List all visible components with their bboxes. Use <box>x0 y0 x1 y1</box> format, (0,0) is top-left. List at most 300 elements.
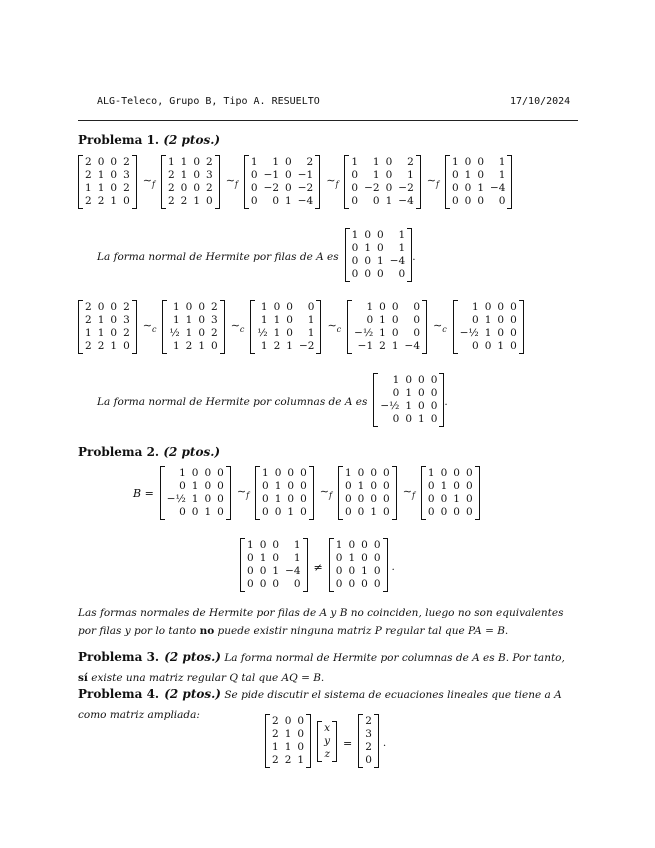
matrix-cell: 1 <box>398 229 406 241</box>
problem-2-heading: Problema 2. (2 ptos.) <box>78 445 221 459</box>
matrix-cell: 2 <box>407 156 414 168</box>
matrix-cell: 2 <box>379 340 386 352</box>
matrix-cell: 0 <box>427 506 435 518</box>
matrix-cell: −4 <box>297 195 314 207</box>
matrix-cell: 2 <box>365 715 372 727</box>
matrix-cell: 1 <box>351 156 359 168</box>
matrix-cell: 0 <box>274 467 282 479</box>
p2-comparison: 1 0 0 1 0 1 0 1 0 0 1 −4 0 0 0 0 ≠ 1 0 0 0 0 1 0 0 0 0 1 0 0 0 0 0 . <box>240 538 395 596</box>
matrix-cell: 0 <box>510 327 517 339</box>
matrix-cell: 1 <box>286 340 293 352</box>
matrix-cell: 0 <box>286 314 293 326</box>
matrix-cell: 1 <box>361 565 368 577</box>
matrix-cell: 2 <box>272 754 279 766</box>
matrix-cell: 1 <box>273 314 281 326</box>
matrix-cell: 0 <box>361 539 368 551</box>
matrix-cell: 0 <box>497 314 505 326</box>
matrix-cell: 0 <box>262 493 269 505</box>
matrix-cell: 0 <box>262 480 269 492</box>
matrix-cell: 1 <box>85 327 92 339</box>
p2-b-chain <box>127 466 480 520</box>
matrix-cell: 0 <box>110 169 118 181</box>
matrix-cell: 0 <box>413 301 420 313</box>
matrix-cell: 1 <box>191 480 199 492</box>
matrix-cell: 0 <box>451 169 459 181</box>
matrix-cell: −2 <box>364 182 380 194</box>
matrix-cell: 1 <box>180 156 188 168</box>
matrix-cell: 1 <box>498 169 506 181</box>
matrix-cell: 0 <box>484 301 492 313</box>
p1-col-reduction-chain <box>78 300 524 354</box>
matrix-cell: 0 <box>307 301 315 313</box>
matrix-cell: 2 <box>97 340 105 352</box>
matrix-cell: 0 <box>427 493 435 505</box>
p1-row-hermite-statement: La forma normal de Hermite por filas de A es 1 0 0 1 0 1 0 1 0 0 1 −4 0 0 0 0 . <box>97 229 416 280</box>
matrix-cell: 1 <box>262 467 269 479</box>
matrix-cell: 0 <box>361 578 368 590</box>
hermite-b-matrix <box>329 538 388 592</box>
matrix-cell: 0 <box>391 327 399 339</box>
matrix-cell: 0 <box>472 314 479 326</box>
matrix-cell: 1 <box>372 169 380 181</box>
matrix-cell: 3 <box>123 314 130 326</box>
matrix-cell: 0 <box>497 301 505 313</box>
matrix-cell: 0 <box>357 467 365 479</box>
matrix-cell: 1 <box>97 327 105 339</box>
matrix-cell: −½ <box>354 327 374 339</box>
matrix-cell: 0 <box>418 387 425 399</box>
matrix-cell: 1 <box>392 374 400 386</box>
matrix-cell: y <box>324 734 330 747</box>
matrix-cell: 1 <box>451 156 459 168</box>
p1-row-hermite-matrix <box>345 228 413 282</box>
matrix-cell: 2 <box>273 340 281 352</box>
matrix-cell: 2 <box>167 195 175 207</box>
p1-col-matrix-4 <box>347 300 427 354</box>
matrix-cell: 1 <box>307 327 315 339</box>
matrix-cell: 0 <box>293 578 301 590</box>
matrix-cell: 0 <box>285 182 292 194</box>
matrix-cell: 1 <box>484 314 492 326</box>
rhs-vector <box>358 714 379 768</box>
equivalence-operator: $\sim_c$ <box>327 319 342 335</box>
matrix-cell: 0 <box>351 195 359 207</box>
matrix-cell: 2 <box>306 156 314 168</box>
matrix-cell: 0 <box>193 156 200 168</box>
matrix-cell: 0 <box>274 506 282 518</box>
matrix-cell: −1 <box>297 169 314 181</box>
matrix-cell: 0 <box>110 327 118 339</box>
matrix-cell: 3 <box>211 314 218 326</box>
matrix-cell: 1 <box>272 741 279 753</box>
matrix-cell: −2 <box>298 340 315 352</box>
matrix-cell: 0 <box>372 195 380 207</box>
matrix-cell: 0 <box>440 493 448 505</box>
matrix-cell: 1 <box>247 539 254 551</box>
matrix-cell: 2 <box>206 182 213 194</box>
matrix-cell: 0 <box>97 156 105 168</box>
p1-row-reduction-chain <box>78 155 512 209</box>
matrix-cell: 2 <box>123 156 130 168</box>
matrix-cell: 1 <box>193 195 200 207</box>
matrix-cell: 0 <box>285 156 292 168</box>
matrix-cell: 0 <box>373 578 381 590</box>
matrix-cell: 1 <box>348 552 356 564</box>
variables-vector <box>317 721 337 762</box>
matrix-cell: 1 <box>97 314 105 326</box>
matrix-cell: 1 <box>85 182 92 194</box>
equivalence-operator: $\sim_c$ <box>230 319 245 335</box>
matrix-cell: 0 <box>498 195 506 207</box>
matrix-cell: 1 <box>405 387 413 399</box>
p2-conclusion-line2: por filas y por lo tanto no puede existir ninguna matriz P regular tal que PA = B. <box>78 625 509 637</box>
p1-col-matrix-3 <box>250 300 321 354</box>
p1-row-matrix-1 <box>78 155 137 209</box>
matrix-cell: 0 <box>287 467 295 479</box>
p1-col-matrix-1 <box>78 300 137 354</box>
equivalence-operator: $\sim_c$ <box>433 319 447 335</box>
matrix-cell: 1 <box>370 506 378 518</box>
matrix-cell: 2 <box>167 182 175 194</box>
matrix-cell: 0 <box>179 480 186 492</box>
matrix-cell: 1 <box>185 314 193 326</box>
matrix-cell: 0 <box>335 578 343 590</box>
matrix-cell: 2 <box>180 195 188 207</box>
matrix-cell: 0 <box>427 480 435 492</box>
matrix-cell: 0 <box>351 169 359 181</box>
matrix-cell: 0 <box>357 493 365 505</box>
matrix-cell: 0 <box>472 340 479 352</box>
matrix-cell: 0 <box>477 169 484 181</box>
problem-1-heading: Problema 1. (2 ptos.) <box>78 133 221 147</box>
matrix-cell: 0 <box>392 387 400 399</box>
matrix-cell: 1 <box>293 539 301 551</box>
matrix-cell: 0 <box>377 268 384 280</box>
matrix-cell: 2 <box>85 340 92 352</box>
matrix-cell: 2 <box>123 301 130 313</box>
matrix-cell: 0 <box>392 413 400 425</box>
matrix-cell: 0 <box>217 506 224 518</box>
matrix-cell: 1 <box>385 195 393 207</box>
matrix-cell: ½ <box>169 327 180 339</box>
matrix-cell: 0 <box>247 552 254 564</box>
matrix-cell: 0 <box>284 715 292 727</box>
matrix-cell: 2 <box>123 182 130 194</box>
matrix-cell: 0 <box>259 539 267 551</box>
matrix-cell: 1 <box>273 327 281 339</box>
matrix-cell: 0 <box>398 268 406 280</box>
p2-b-matrix-4 <box>421 466 480 520</box>
matrix-cell: 1 <box>464 169 472 181</box>
header-rule <box>78 120 578 121</box>
matrix-cell: 0 <box>357 506 365 518</box>
matrix-cell: 0 <box>364 229 372 241</box>
matrix-cell: 0 <box>348 578 356 590</box>
matrix-cell: 0 <box>300 493 307 505</box>
matrix-cell: 0 <box>198 314 206 326</box>
matrix-cell: 3 <box>365 728 372 740</box>
equivalence-operator: $\sim_f$ <box>319 485 332 501</box>
matrix-cell: 2 <box>211 301 218 313</box>
matrix-cell: 1 <box>110 340 118 352</box>
matrix-cell: 0 <box>377 242 384 254</box>
p1-row-matrix-4 <box>344 155 420 209</box>
matrix-cell: 0 <box>272 552 280 564</box>
matrix-cell: 0 <box>191 506 199 518</box>
matrix-cell: 0 <box>287 493 295 505</box>
matrix-cell: 0 <box>272 578 280 590</box>
matrix-cell: 0 <box>250 169 258 181</box>
matrix-cell: 0 <box>297 715 305 727</box>
p1-row-matrix-5 <box>445 155 513 209</box>
matrix-cell: 1 <box>179 467 186 479</box>
matrix-cell: 1 <box>344 467 352 479</box>
matrix-cell: 2 <box>272 715 279 727</box>
matrix-cell: 2 <box>284 754 292 766</box>
matrix-cell: 0 <box>453 480 460 492</box>
matrix-cell: 1 <box>366 301 374 313</box>
matrix-cell: 0 <box>344 480 352 492</box>
matrix-cell: 0 <box>413 327 420 339</box>
matrix-cell: 2 <box>85 169 92 181</box>
matrix-cell: 1 <box>185 327 193 339</box>
matrix-cell: 2 <box>365 741 372 753</box>
b-label: B = <box>133 486 154 500</box>
problem-4-block: Problema 4. (2 ptos.) Se pide discutir el sistema de ecuaciones lineales que tiene a A como matriz ampliada: <box>78 687 562 721</box>
matrix-cell: 0 <box>405 413 413 425</box>
matrix-cell: 0 <box>377 229 384 241</box>
matrix-cell: 0 <box>297 728 305 740</box>
matrix-cell: 1 <box>405 400 413 412</box>
p1-row-matrix-3 <box>244 155 320 209</box>
matrix-cell: 0 <box>418 400 425 412</box>
matrix-cell: 1 <box>198 340 206 352</box>
matrix-cell: 1 <box>377 255 384 267</box>
equivalence-operator: $\sim_f$ <box>142 174 155 190</box>
matrix-cell: 1 <box>440 480 448 492</box>
matrix-cell: 1 <box>477 182 484 194</box>
matrix-cell: 0 <box>430 400 438 412</box>
matrix-cell: 0 <box>217 493 224 505</box>
hermite-a-matrix <box>240 538 308 592</box>
matrix-cell: 0 <box>465 480 473 492</box>
matrix-cell: 2 <box>85 195 92 207</box>
matrix-cell: 0 <box>484 340 492 352</box>
matrix-cell: 1 <box>497 340 505 352</box>
p2-conclusion-line1: Las formas normales de Hermite por filas de A y B no coinciden, luego no son equivalentes <box>78 607 564 619</box>
matrix-cell: 0 <box>273 301 281 313</box>
p1-row-hermite-text: La forma normal de Hermite por filas de A es <box>97 251 339 263</box>
matrix-cell: 0 <box>365 754 372 766</box>
matrix-cell: 0 <box>453 506 460 518</box>
equivalence-operator: $\sim_f$ <box>225 174 238 190</box>
matrix-cell: 0 <box>373 565 381 577</box>
matrix-cell: 0 <box>110 156 118 168</box>
matrix-cell: 0 <box>247 578 254 590</box>
matrix-cell: 1 <box>259 552 267 564</box>
matrix-cell: 0 <box>250 182 258 194</box>
matrix-cell: −2 <box>398 182 414 194</box>
matrix-cell: 0 <box>344 493 352 505</box>
matrix-cell: −1 <box>263 169 280 181</box>
equivalence-operator: $\sim_f$ <box>402 485 415 501</box>
matrix-cell: 1 <box>297 754 305 766</box>
matrix-cell: 0 <box>418 374 425 386</box>
matrix-cell: 0 <box>385 156 393 168</box>
matrix-cell: 1 <box>364 242 372 254</box>
matrix-cell: 0 <box>179 506 186 518</box>
matrix-cell: 0 <box>180 182 188 194</box>
matrix-cell: 0 <box>123 340 130 352</box>
matrix-cell: 1 <box>172 340 180 352</box>
matrix-cell: 0 <box>272 539 280 551</box>
matrix-cell: 1 <box>250 156 258 168</box>
matrix-cell: 0 <box>198 301 206 313</box>
p1-col-hermite-statement: La forma normal de Hermite por columnas de A es 1 0 0 0 0 1 0 0 −½ 1 0 0 0 0 1 0 . <box>97 374 448 425</box>
matrix-cell: 1 <box>357 480 365 492</box>
matrix-cell: 0 <box>413 314 420 326</box>
not-equal-sign: ≠ <box>313 560 323 574</box>
matrix-cell: −4 <box>285 565 301 577</box>
p1-col-hermite-text: La forma normal de Hermite por columnas de A es <box>97 396 368 408</box>
p1-col-matrix-5 <box>453 300 524 354</box>
matrix-cell: 0 <box>385 169 393 181</box>
matrix-cell: 0 <box>185 301 193 313</box>
matrix-cell: 0 <box>451 195 459 207</box>
matrix-cell: 0 <box>206 195 213 207</box>
matrix-cell: 0 <box>259 578 267 590</box>
equivalence-operator: $\sim_f$ <box>326 174 339 190</box>
matrix-cell: 2 <box>85 301 92 313</box>
matrix-cell: 1 <box>287 506 295 518</box>
matrix-cell: 0 <box>217 480 224 492</box>
matrix-cell: 0 <box>383 506 390 518</box>
matrix-cell: 0 <box>383 467 390 479</box>
matrix-cell: 3 <box>123 169 130 181</box>
matrix-cell: 0 <box>451 182 459 194</box>
matrix-cell: 1 <box>110 195 118 207</box>
matrix-cell: 0 <box>297 741 305 753</box>
matrix-cell: −2 <box>297 182 314 194</box>
matrix-cell: 0 <box>430 387 438 399</box>
matrix-cell: 0 <box>193 182 200 194</box>
matrix-cell: 0 <box>464 195 472 207</box>
matrix-cell: 0 <box>286 301 293 313</box>
matrix-cell: 2 <box>97 195 105 207</box>
matrix-cell: 1 <box>418 413 425 425</box>
matrix-cell: 0 <box>370 467 378 479</box>
p1-col-matrix-2 <box>162 300 224 354</box>
matrix-cell: 1 <box>307 314 315 326</box>
matrix-cell: 0 <box>430 413 438 425</box>
matrix-cell: 0 <box>348 565 356 577</box>
matrix-cell: 0 <box>430 374 438 386</box>
matrix-cell: 0 <box>259 565 267 577</box>
matrix-cell: 1 <box>285 195 292 207</box>
matrix-cell: 0 <box>193 169 200 181</box>
header-title: ALG-Teleco, Grupo B, Tipo A. RESUELTO <box>97 96 320 107</box>
matrix-cell: 0 <box>262 506 269 518</box>
matrix-cell: 0 <box>300 480 307 492</box>
matrix-cell: 0 <box>110 301 118 313</box>
matrix-cell: 1 <box>260 314 268 326</box>
matrix-cell: 2 <box>123 327 130 339</box>
matrix-cell: 0 <box>335 552 343 564</box>
matrix-cell: 1 <box>260 301 268 313</box>
matrix-cell: 3 <box>206 169 213 181</box>
matrix-cell: 0 <box>247 565 254 577</box>
matrix-cell: 0 <box>97 301 105 313</box>
matrix-cell: 0 <box>300 467 307 479</box>
p2-b-matrix-1 <box>160 466 231 520</box>
matrix-cell: 1 <box>379 314 386 326</box>
matrix-cell: 1 <box>472 301 479 313</box>
matrix-cell: 0 <box>110 314 118 326</box>
matrix-cell: 0 <box>383 480 390 492</box>
matrix-cell: 0 <box>110 182 118 194</box>
matrix-cell: 0 <box>385 182 393 194</box>
matrix-cell: 0 <box>510 301 517 313</box>
matrix-cell: 0 <box>379 301 386 313</box>
matrix-cell: 0 <box>364 268 372 280</box>
matrix-cell: 2 <box>85 156 92 168</box>
matrix-cell: 0 <box>510 314 517 326</box>
matrix-cell: 1 <box>391 340 399 352</box>
equivalence-operator: $\sim_c$ <box>142 319 157 335</box>
matrix-cell: 1 <box>274 480 282 492</box>
matrix-cell: 0 <box>348 539 356 551</box>
matrix-cell: 0 <box>300 506 307 518</box>
matrix-cell: 1 <box>274 493 282 505</box>
p2-b-matrix-2 <box>255 466 314 520</box>
matrix-cell: 1 <box>453 493 460 505</box>
matrix-cell: 1 <box>97 169 105 181</box>
matrix-cell: 0 <box>477 156 484 168</box>
matrix-cell: ½ <box>257 327 268 339</box>
p1-col-hermite-matrix <box>373 373 444 427</box>
matrix-cell: −4 <box>389 255 406 267</box>
matrix-cell: 0 <box>497 327 505 339</box>
matrix-cell: 1 <box>191 493 199 505</box>
matrix-cell: 0 <box>204 467 212 479</box>
matrix-cell: 0 <box>370 480 378 492</box>
matrix-cell: 1 <box>398 242 406 254</box>
header-date: 17/10/2024 <box>510 96 571 107</box>
matrix-cell: 2 <box>85 314 92 326</box>
matrix-cell: x <box>324 721 330 734</box>
p4-system: 2 0 0 2 1 0 1 1 0 2 2 1 x y z = 2 3 2 0 . <box>265 714 386 772</box>
matrix-cell: −4 <box>404 340 420 352</box>
matrix-cell: 0 <box>373 539 381 551</box>
matrix-cell: z <box>324 747 330 760</box>
matrix-cell: 0 <box>351 268 359 280</box>
matrix-cell: 1 <box>284 741 292 753</box>
matrix-cell: 0 <box>405 374 413 386</box>
coefficient-matrix <box>265 714 311 768</box>
matrix-cell: 1 <box>167 156 175 168</box>
matrix-cell: 0 <box>510 340 517 352</box>
matrix-cell: 1 <box>351 229 359 241</box>
matrix-cell: −½ <box>459 327 479 339</box>
matrix-cell: 1 <box>498 156 506 168</box>
matrix-cell: −½ <box>380 400 400 412</box>
matrix-cell: 0 <box>351 255 359 267</box>
matrix-cell: 0 <box>191 467 199 479</box>
matrix-cell: 0 <box>465 493 473 505</box>
matrix-cell: 0 <box>464 182 472 194</box>
equals-sign: = <box>343 736 353 750</box>
matrix-cell: 2 <box>206 156 213 168</box>
